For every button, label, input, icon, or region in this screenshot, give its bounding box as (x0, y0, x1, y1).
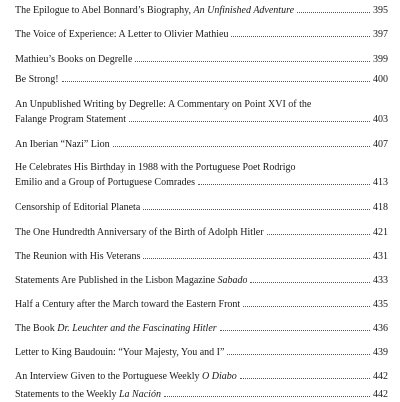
page-number: 435 (373, 299, 388, 310)
page-number: 400 (373, 74, 388, 85)
toc-entry[interactable] (15, 97, 388, 127)
page-number: 442 (373, 389, 388, 400)
toc-entry[interactable] (15, 345, 388, 360)
page-number: 407 (373, 139, 388, 150)
entry-title: An Iberian “Nazi” Lion (15, 139, 110, 150)
dot-leader (135, 61, 370, 62)
entry-title-italic: O Diabo (202, 371, 237, 382)
toc-entry[interactable] (15, 297, 388, 312)
dot-leader (113, 146, 370, 147)
toc-entry[interactable] (15, 369, 388, 384)
toc-entry[interactable] (15, 273, 388, 288)
entry-title: Falange Program Statement (15, 114, 127, 125)
entry-title: The Voice of Experience: A Letter to Olivier Mathieu (15, 29, 229, 40)
entry-title-italic: Dr. Leuchter and the Fascinating Hitler (57, 323, 217, 334)
toc-entry[interactable] (15, 3, 388, 18)
entry-title: Statements Are Published in the Lisbon Magazine (15, 275, 218, 286)
entry-title: The Reunion with His Veterans (15, 251, 141, 262)
toc-entry[interactable] (15, 321, 388, 336)
page-number: 442 (373, 371, 388, 382)
dot-leader (143, 258, 370, 259)
toc-entry[interactable] (15, 225, 388, 240)
entry-title-line-1: He Celebrates His Birthday in 1988 with the Portuguese Poet Rodrigo (15, 162, 296, 173)
page-number: 436 (373, 323, 388, 334)
dot-leader (240, 378, 370, 379)
toc-entry[interactable] (15, 200, 388, 215)
toc-entry[interactable] (15, 27, 388, 42)
toc-entry[interactable] (15, 160, 388, 190)
dot-leader (129, 121, 370, 122)
entry-title-italic: La Nación (119, 389, 161, 400)
entry-title-line-1: An Unpublished Writing by Degrelle: A Commentary on Point XVI of the (15, 99, 312, 110)
dot-leader (231, 36, 370, 37)
dot-leader (267, 234, 370, 235)
dot-leader (227, 354, 370, 355)
dot-leader (62, 81, 370, 82)
page-number: 431 (373, 251, 388, 262)
dot-leader (243, 306, 370, 307)
entry-title: Emilio and a Group of Portuguese Comrades (15, 177, 195, 188)
entry-title: The One Hundredth Anniversary of the Birth of Adolph Hitler (15, 227, 264, 238)
dot-leader (297, 12, 370, 13)
page-number: 403 (373, 114, 388, 125)
page-number: 399 (373, 54, 388, 65)
entry-title-italic: Sabado (217, 275, 248, 286)
page-number: 421 (373, 227, 388, 238)
page-number: 397 (373, 29, 388, 40)
entry-title: Letter to King Baudouin: “Your Majesty, You and I” (15, 347, 225, 358)
toc-entry[interactable] (15, 137, 388, 152)
entry-title: An Interview Given to the Portuguese Weekly (15, 371, 203, 382)
page-number: 433 (373, 275, 388, 286)
entry-title: The Epilogue to Abel Bonnard’s Biography, (15, 5, 194, 16)
dot-leader (198, 184, 370, 185)
entry-title: Censorship of Editorial Planeta (15, 202, 141, 213)
page-number: 418 (373, 202, 388, 213)
page-number: 439 (373, 347, 388, 358)
dot-leader (143, 209, 370, 210)
entry-title: The Book (15, 323, 58, 334)
toc-entry[interactable] (15, 52, 388, 67)
entry-title: Half a Century after the March toward the Eastern Front (15, 299, 241, 310)
dot-leader (220, 330, 370, 331)
toc-entry[interactable] (15, 72, 388, 87)
entry-title-italic: An Unfinished Adventure (193, 5, 295, 16)
entry-title: Statements to the Weekly (15, 389, 119, 400)
toc-entry[interactable] (15, 249, 388, 264)
page-number: 395 (373, 5, 388, 16)
dot-leader (164, 396, 370, 397)
entry-title: Mathieu’s Books on Degrelle (15, 54, 133, 65)
page-number: 413 (373, 177, 388, 188)
dot-leader (250, 282, 370, 283)
entry-title: Be Strong! (15, 74, 59, 85)
